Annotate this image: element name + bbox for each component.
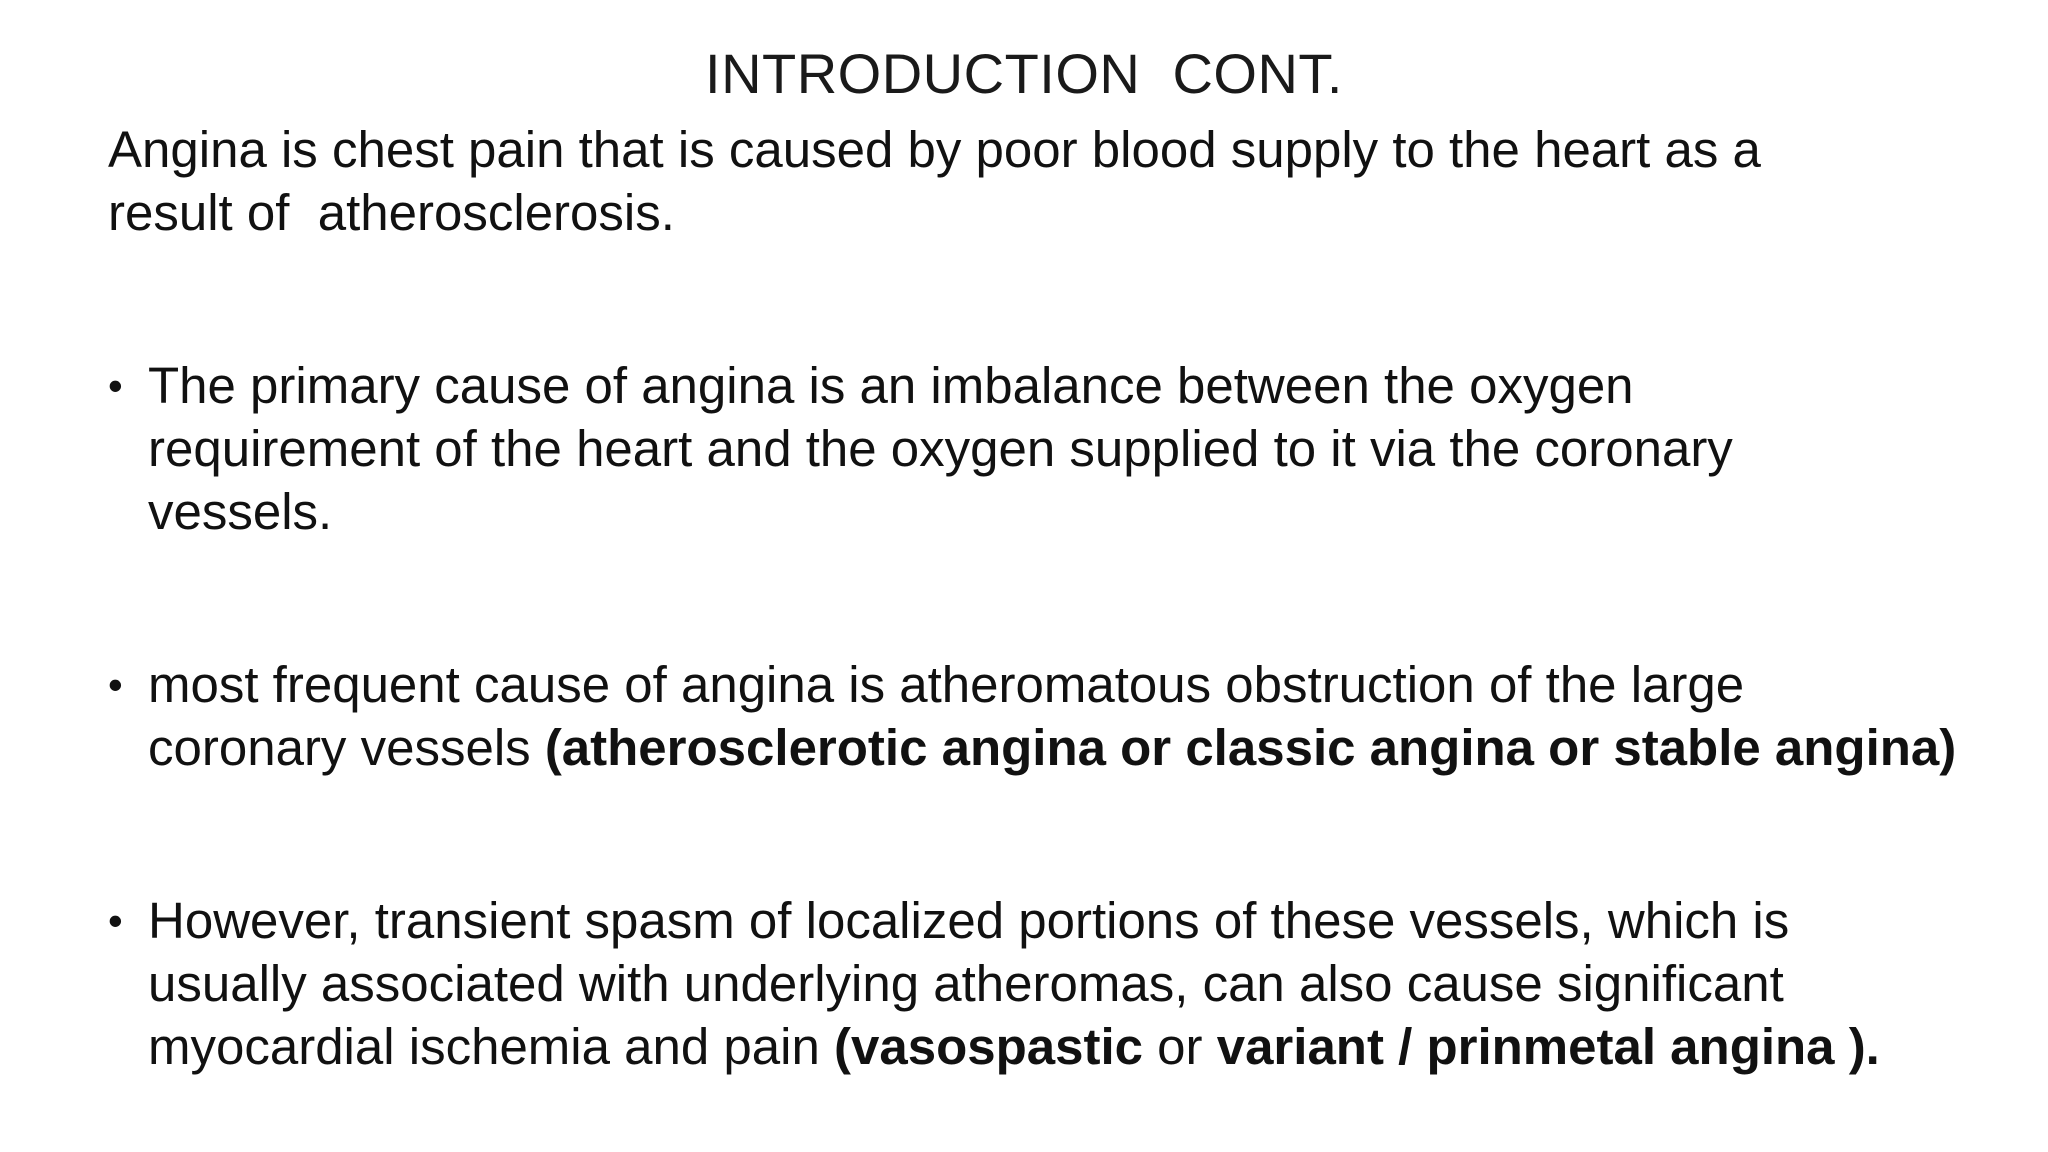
bullet-text: coronary vessels bbox=[148, 719, 545, 776]
bullet-line: However, transient spasm of localized portions of these vessels, which is bbox=[148, 892, 1790, 949]
intro-paragraph bbox=[108, 118, 1908, 244]
intro-line: Angina is chest pain that is caused by poor blood supply to the heart as a bbox=[108, 121, 1761, 178]
bullet-icon: • bbox=[108, 362, 123, 409]
bullet-emphasis: (vasospastic bbox=[834, 1018, 1144, 1075]
bullet-icon: • bbox=[108, 661, 123, 708]
slide-title: INTRODUCTION CONT. bbox=[705, 42, 1343, 105]
bullet-emphasis: variant / prinmetal angina ). bbox=[1216, 1018, 1880, 1075]
bullet-icon: • bbox=[108, 897, 123, 944]
bullet-line: requirement of the heart and the oxygen supplied to it via the coronary bbox=[148, 420, 1733, 477]
bullet-text: or bbox=[1143, 1018, 1217, 1075]
bullet-line: most frequent cause of angina is atheromatous obstruction of the large bbox=[148, 656, 1745, 713]
bullet-line: usually associated with underlying atheromas, can also cause significant bbox=[148, 955, 1784, 1012]
bullet-line: The primary cause of angina is an imbalance between the oxygen bbox=[148, 357, 1634, 414]
bullet-emphasis: (atherosclerotic angina or classic angina or stable angina) bbox=[544, 719, 1957, 776]
bullet-line: vessels. bbox=[148, 483, 333, 540]
bullet-list bbox=[108, 354, 2008, 1078]
bullet-item bbox=[108, 653, 2008, 779]
bullet-item bbox=[108, 889, 2008, 1078]
bullet-text: myocardial ischemia and pain bbox=[148, 1018, 835, 1075]
intro-line: result of atherosclerosis. bbox=[108, 184, 675, 241]
bullet-item bbox=[108, 354, 2008, 543]
